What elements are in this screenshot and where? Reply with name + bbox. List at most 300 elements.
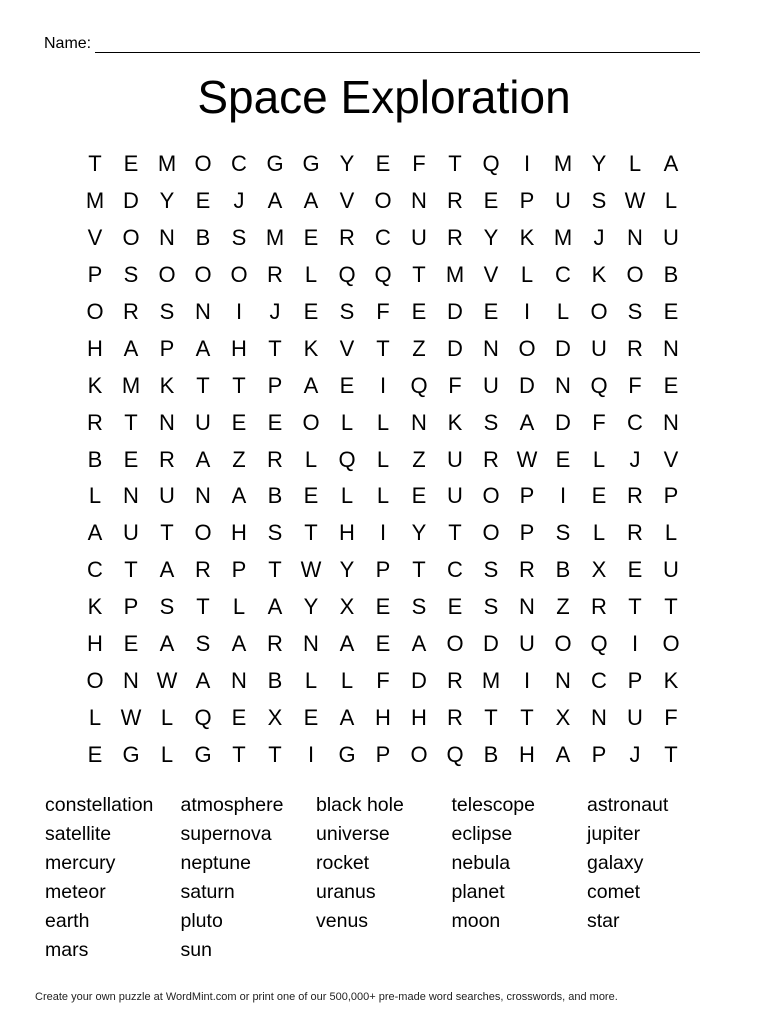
grid-letter[interactable]: S [483,594,499,620]
grid-letter[interactable]: Y [303,594,319,620]
grid-letter[interactable]: S [483,557,499,583]
grid-letter[interactable]: Y [483,225,499,251]
grid-letter[interactable]: P [375,741,391,767]
grid-letter[interactable]: I [631,631,639,657]
grid-letter[interactable]: S [123,262,139,288]
grid-letter[interactable]: O [662,631,680,657]
grid-letter[interactable]: L [304,262,318,288]
grid-letter[interactable]: A [339,631,355,657]
grid-letter[interactable]: D [447,335,463,361]
grid-letter[interactable]: T [304,520,318,546]
grid-letter[interactable]: F [628,372,642,398]
grid-letter[interactable]: A [231,631,247,657]
grid-letter[interactable]: C [231,151,247,177]
grid-letter[interactable]: A [519,409,535,435]
grid-letter[interactable]: S [339,299,355,324]
grid-letter[interactable]: T [196,594,210,620]
grid-letter[interactable]: L [376,446,390,472]
grid-letter[interactable]: H [339,520,355,546]
grid-letter[interactable]: N [303,631,319,657]
grid-letter[interactable]: A [231,483,247,509]
grid-letter[interactable]: B [267,667,283,693]
grid-letter[interactable]: M [265,225,285,251]
grid-letter[interactable]: T [196,372,210,398]
grid-letter[interactable]: S [483,409,499,435]
grid-letter[interactable]: E [339,372,355,398]
grid-letter[interactable]: M [553,151,573,177]
grid-letter[interactable]: Q [374,262,392,288]
grid-letter[interactable]: E [267,409,283,435]
grid-letter[interactable]: F [664,704,678,730]
grid-letter[interactable]: R [267,262,283,288]
grid-letter[interactable]: P [231,557,247,583]
grid-letter[interactable]: Q [590,631,608,657]
grid-letter[interactable]: I [307,741,315,767]
grid-letter[interactable]: R [447,667,463,693]
grid-letter[interactable]: I [523,299,531,324]
grid-letter[interactable]: A [267,594,283,620]
grid-letter[interactable]: E [483,299,499,324]
grid-letter[interactable]: X [267,704,283,730]
grid-letter[interactable]: N [195,299,211,324]
grid-letter[interactable]: N [591,704,607,730]
grid-letter[interactable]: H [87,631,103,657]
grid-letter[interactable]: T [412,262,426,288]
grid-letter[interactable]: R [627,335,643,361]
grid-letter[interactable]: O [194,151,212,177]
grid-letter[interactable]: T [448,520,462,546]
grid-letter[interactable]: G [338,741,356,767]
grid-letter[interactable]: A [303,188,319,214]
grid-letter[interactable]: E [591,483,607,509]
grid-letter[interactable]: J [233,188,245,214]
grid-letter[interactable]: F [412,151,426,177]
grid-letter[interactable]: V [483,262,499,288]
grid-letter[interactable]: U [663,557,679,583]
grid-letter[interactable]: O [374,188,392,214]
grid-letter[interactable]: H [87,335,103,361]
grid-letter[interactable]: P [123,594,139,620]
grid-letter[interactable]: A [555,741,571,767]
grid-letter[interactable]: T [412,557,426,583]
grid-letter[interactable]: U [591,335,607,361]
grid-letter[interactable]: A [87,520,103,546]
grid-letter[interactable]: O [122,225,140,251]
grid-letter[interactable]: K [663,667,679,693]
grid-letter[interactable]: V [339,335,355,361]
grid-letter[interactable]: B [555,557,571,583]
grid-letter[interactable]: S [159,299,175,324]
grid-letter[interactable]: A [195,667,211,693]
grid-letter[interactable]: H [231,520,247,546]
grid-letter[interactable]: X [555,704,571,730]
grid-letter[interactable]: C [447,557,463,583]
grid-letter[interactable]: T [268,557,282,583]
grid-letter[interactable]: P [519,483,535,509]
grid-letter[interactable]: H [375,704,391,730]
grid-letter[interactable]: P [627,667,643,693]
grid-letter[interactable]: B [663,262,679,288]
grid-letter[interactable]: T [664,741,678,767]
grid-letter[interactable]: P [663,483,679,509]
grid-letter[interactable]: L [232,594,246,620]
grid-letter[interactable]: M [445,262,465,288]
grid-letter[interactable]: O [554,631,572,657]
grid-letter[interactable]: E [231,409,247,435]
grid-letter[interactable]: S [195,631,211,657]
grid-letter[interactable]: Q [590,372,608,398]
grid-letter[interactable]: B [267,483,283,509]
grid-letter[interactable]: L [88,704,102,730]
grid-letter[interactable]: E [411,299,427,324]
grid-row [77,404,689,441]
grid-letter[interactable]: E [123,151,139,177]
grid-letter[interactable]: N [519,594,535,620]
grid-letter[interactable]: S [555,520,571,546]
grid-letter[interactable]: T [448,151,462,177]
grid-letter[interactable]: X [339,594,355,620]
grid-letter[interactable]: Q [410,372,428,398]
grid-letter[interactable]: L [664,188,678,214]
grid-letter[interactable]: S [267,520,283,546]
grid-letter[interactable]: T [124,557,138,583]
grid-letter[interactable]: N [483,335,499,361]
grid-letter[interactable]: W [120,704,142,730]
grid-letter[interactable]: S [231,225,247,251]
grid-letter[interactable]: C [87,557,103,583]
grid-letter[interactable]: W [624,188,646,214]
grid-row [77,220,689,257]
grid-letter[interactable]: R [195,557,211,583]
grid-letter[interactable]: T [664,594,678,620]
grid-letter[interactable]: Z [412,446,426,472]
grid-letter[interactable]: Y [591,151,607,177]
grid-letter[interactable]: N [627,225,643,251]
grid-letter[interactable]: O [446,631,464,657]
grid-letter[interactable]: Z [412,335,426,361]
grid-letter[interactable]: R [159,446,175,472]
grid-letter[interactable]: U [411,225,427,251]
grid-letter[interactable]: U [123,520,139,546]
grid-letter[interactable]: T [124,409,138,435]
grid-letter[interactable]: R [591,594,607,620]
grid-letter[interactable]: E [195,188,211,214]
grid-letter[interactable]: R [627,483,643,509]
grid-letter[interactable]: I [379,372,387,398]
grid-letter[interactable]: I [235,299,243,324]
grid-letter[interactable]: Q [446,741,464,767]
grid-letter[interactable]: H [411,704,427,730]
grid-letter[interactable]: O [590,299,608,324]
grid-letter[interactable]: L [520,262,534,288]
grid-letter[interactable]: C [375,225,391,251]
grid-letter[interactable]: T [88,151,102,177]
grid-letter[interactable]: U [483,372,499,398]
grid-letter[interactable]: O [482,520,500,546]
word-item: supernova [180,823,272,845]
grid-letter[interactable]: L [556,299,570,324]
grid-letter[interactable]: K [591,262,607,288]
grid-letter[interactable]: R [447,704,463,730]
grid-letter[interactable]: E [411,483,427,509]
word-item: rocket [316,852,370,874]
grid-letter[interactable]: B [483,741,499,767]
grid-letter[interactable]: A [195,446,211,472]
grid-letter[interactable]: I [379,520,387,546]
grid-letter[interactable]: E [375,631,391,657]
grid-letter[interactable]: E [663,299,679,324]
grid-letter[interactable]: A [123,335,139,361]
grid-letter[interactable]: C [627,409,643,435]
grid-letter[interactable]: E [303,704,319,730]
grid-letter[interactable]: F [592,409,606,435]
grid-letter[interactable]: N [411,188,427,214]
grid-letter[interactable]: D [123,188,139,214]
grid-letter[interactable]: W [300,557,322,583]
grid-letter[interactable]: Y [159,188,175,214]
grid-letter[interactable]: P [87,262,103,288]
grid-letter[interactable]: R [267,631,283,657]
grid-letter[interactable]: I [559,483,567,509]
grid-letter[interactable]: A [267,188,283,214]
grid-letter[interactable]: M [121,372,141,398]
grid-letter[interactable]: E [87,741,103,767]
grid-letter[interactable]: Z [232,446,246,472]
grid-letter[interactable]: R [87,409,103,435]
grid-letter[interactable]: P [375,557,391,583]
grid-letter[interactable]: O [86,299,104,324]
grid-row [77,589,689,626]
grid-letter[interactable]: M [157,151,177,177]
grid-letter[interactable]: N [159,225,175,251]
grid-letter[interactable]: L [340,667,354,693]
grid-letter[interactable]: V [339,188,355,214]
grid-letter[interactable]: D [555,335,571,361]
grid-letter[interactable]: N [411,409,427,435]
grid-letter[interactable]: W [156,667,178,693]
grid-letter[interactable]: L [160,741,174,767]
grid-letter[interactable]: A [195,335,211,361]
grid-letter[interactable]: Y [339,557,355,583]
grid-letter[interactable]: S [411,594,427,620]
grid-letter[interactable]: O [410,741,428,767]
grid-letter[interactable]: R [267,446,283,472]
word-item: telescope [451,794,535,816]
grid-letter[interactable]: E [663,372,679,398]
grid-letter[interactable]: N [195,483,211,509]
grid-letter[interactable]: G [194,741,212,767]
grid-letter[interactable]: R [483,446,499,472]
grid-letter[interactable]: L [340,483,354,509]
grid-letter[interactable]: A [339,704,355,730]
grid-letter[interactable]: Z [556,594,570,620]
grid-letter[interactable]: R [339,225,355,251]
grid-letter[interactable]: G [302,151,320,177]
grid-letter[interactable]: O [482,483,500,509]
grid-letter[interactable]: U [447,446,463,472]
grid-letter[interactable]: E [483,188,499,214]
grid-letter[interactable]: M [553,225,573,251]
grid-letter[interactable]: L [376,409,390,435]
grid-letter[interactable]: K [303,335,319,361]
name-underline[interactable] [95,37,700,53]
grid-letter[interactable]: V [663,446,679,472]
grid-letter[interactable]: R [447,225,463,251]
grid-letter[interactable]: T [268,741,282,767]
grid-letter[interactable]: B [195,225,211,251]
grid-letter[interactable]: L [628,151,642,177]
grid-letter[interactable]: L [304,446,318,472]
grid-letter[interactable]: U [195,409,211,435]
grid-letter[interactable]: L [160,704,174,730]
grid-letter[interactable]: I [523,667,531,693]
grid-letter[interactable]: E [303,299,319,324]
grid-letter[interactable]: L [664,520,678,546]
grid-letter[interactable]: L [88,483,102,509]
grid-letter[interactable]: U [627,704,643,730]
grid-letter[interactable]: D [483,631,499,657]
grid-letter[interactable]: L [592,520,606,546]
grid-letter[interactable]: V [87,225,103,251]
grid-letter[interactable]: T [232,741,246,767]
grid-letter[interactable]: P [519,520,535,546]
grid-letter[interactable]: O [86,667,104,693]
grid-letter[interactable]: B [87,446,103,472]
grid-letter[interactable]: Q [338,446,356,472]
grid-letter[interactable]: E [303,225,319,251]
grid-letter[interactable]: O [626,262,644,288]
grid-letter[interactable]: E [627,557,643,583]
grid-letter[interactable]: L [340,409,354,435]
grid-letter[interactable]: T [520,704,534,730]
grid-letter[interactable]: R [519,557,535,583]
grid-letter[interactable]: Q [194,704,212,730]
grid-letter[interactable]: K [87,594,103,620]
grid-letter[interactable]: P [267,372,283,398]
grid-letter[interactable]: E [123,631,139,657]
name-field[interactable] [44,33,700,53]
word-item: sun [180,939,212,961]
grid-letter[interactable]: E [447,594,463,620]
grid-letter[interactable]: C [591,667,607,693]
grid-letter[interactable]: T [160,520,174,546]
grid-letter[interactable]: L [376,483,390,509]
grid-letter[interactable]: E [303,483,319,509]
grid-letter[interactable]: N [159,409,175,435]
grid-letter[interactable]: J [593,225,605,251]
grid-letter[interactable]: D [447,299,463,324]
grid-letter[interactable]: R [123,299,139,324]
grid-letter[interactable]: T [484,704,498,730]
grid-letter[interactable]: R [447,188,463,214]
grid-letter[interactable]: O [194,262,212,288]
grid-letter[interactable]: A [159,557,175,583]
grid-letter[interactable]: M [481,667,501,693]
grid-letter[interactable]: O [158,262,176,288]
grid-letter[interactable]: J [629,741,641,767]
grid-letter[interactable]: U [519,631,535,657]
grid-letter[interactable]: K [447,409,463,435]
grid-letter[interactable]: Y [411,520,427,546]
grid-letter[interactable]: A [411,631,427,657]
grid-letter[interactable]: S [627,299,643,324]
grid-letter[interactable]: F [376,667,390,693]
grid-letter[interactable]: Q [338,262,356,288]
grid-letter[interactable]: W [516,446,538,472]
grid-letter[interactable]: Q [482,151,500,177]
grid-letter[interactable]: E [375,594,391,620]
grid-letter[interactable]: P [591,741,607,767]
grid-letter[interactable]: T [628,594,642,620]
grid-letter[interactable]: H [231,335,247,361]
word-column [181,791,317,965]
grid-letter[interactable]: K [159,372,175,398]
grid-letter[interactable]: E [555,446,571,472]
grid-letter[interactable]: O [194,520,212,546]
grid-letter[interactable]: J [269,299,281,324]
grid-letter[interactable]: A [159,631,175,657]
grid-letter[interactable]: H [519,741,535,767]
grid-letter[interactable]: U [555,188,571,214]
grid-letter[interactable]: E [375,151,391,177]
grid-letter[interactable]: R [627,520,643,546]
grid-letter[interactable]: K [519,225,535,251]
grid-letter[interactable]: N [555,372,571,398]
grid-letter[interactable]: P [519,188,535,214]
grid-letter[interactable]: N [555,667,571,693]
grid-letter[interactable]: A [303,372,319,398]
grid-letter[interactable]: F [448,372,462,398]
grid-letter[interactable]: U [447,483,463,509]
grid-letter[interactable]: O [302,409,320,435]
grid-letter[interactable]: N [663,409,679,435]
grid-letter[interactable]: P [159,335,175,361]
grid-letter[interactable]: X [591,557,607,583]
grid-letter[interactable]: G [266,151,284,177]
grid-letter[interactable]: N [231,667,247,693]
grid-letter[interactable]: L [304,667,318,693]
grid-letter[interactable]: E [123,446,139,472]
grid-letter[interactable]: D [519,372,535,398]
grid-letter[interactable]: S [591,188,607,214]
grid-letter[interactable]: E [231,704,247,730]
grid-letter[interactable]: D [411,667,427,693]
grid-letter[interactable]: C [555,262,571,288]
grid-letter[interactable]: K [87,372,103,398]
grid-letter[interactable]: Y [339,151,355,177]
grid-letter[interactable]: I [523,151,531,177]
grid-letter[interactable]: O [230,262,248,288]
grid-letter[interactable]: M [85,188,105,214]
grid-letter[interactable]: L [592,446,606,472]
grid-letter[interactable]: T [268,335,282,361]
grid-letter[interactable]: S [159,594,175,620]
grid-letter[interactable]: U [159,483,175,509]
grid-letter[interactable]: D [555,409,571,435]
grid-letter[interactable]: F [376,299,390,324]
grid-letter[interactable]: T [376,335,390,361]
grid-letter[interactable]: J [629,446,641,472]
grid-letter[interactable]: N [663,335,679,361]
grid-letter[interactable]: A [663,151,679,177]
grid-letter[interactable]: U [663,225,679,251]
grid-letter[interactable]: T [232,372,246,398]
grid-letter[interactable]: O [518,335,536,361]
grid-letter[interactable]: G [122,741,140,767]
word-item: jupiter [587,823,641,845]
grid-letter[interactable]: N [123,483,139,509]
grid-letter[interactable]: N [123,667,139,693]
